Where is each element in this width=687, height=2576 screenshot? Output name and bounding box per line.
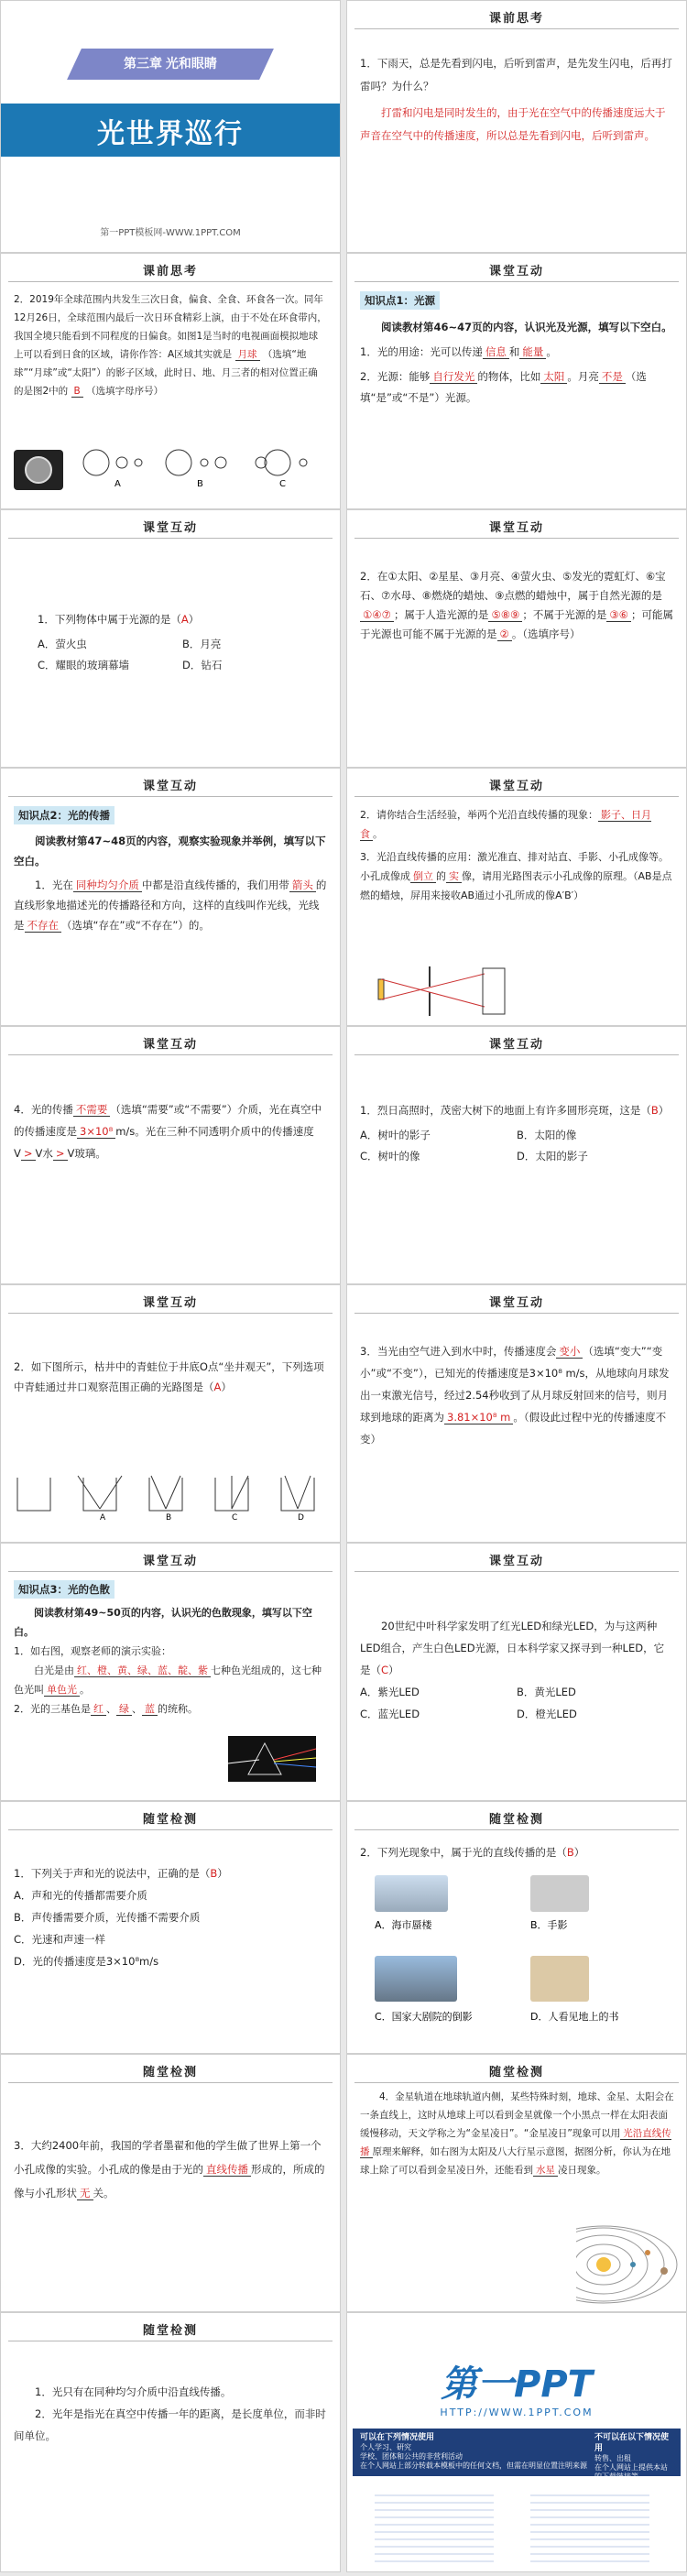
text: 像，请用光路图表示小孔成像的原理。（AB是点燃的蜡烛，屏用来接收AB通过小孔所成的像A′B′）: [360, 870, 672, 901]
option-a: A．萤火虫: [38, 638, 87, 650]
slide-quiz-led: [346, 1543, 687, 1801]
answer-text: 打雷和闪电是同时发生的，由于光在空气中的传播速度远大于声音在空气中的传播速度，所以总是先看到闪电，后听到雷声。: [360, 106, 666, 142]
text: 七种色光组成的，这七种色光叫: [14, 1665, 322, 1696]
prism-image: [228, 1736, 316, 1782]
cannot-use-item: 在个人网站上提供本站的下载链接等: [594, 2463, 668, 2481]
slide-summary: [0, 2312, 341, 2572]
image-theatre: [375, 1956, 457, 2002]
question-text: 1．烈日高照时，茂密大树下的地面上有许多圆形亮斑，这是（: [360, 1104, 651, 1117]
link-list-left: [375, 2489, 494, 2562]
figure-label-c: C: [279, 479, 286, 489]
text: 白光是由: [34, 1665, 74, 1676]
section-header: 课前思考: [142, 265, 198, 278]
option-c: C．光速和声速一样: [14, 1933, 106, 1946]
pinhole-diagram: [375, 966, 512, 1018]
usage-panel: [353, 2429, 681, 2481]
slide-moon-distance: [346, 1284, 687, 1543]
text: 的直线形象地描述光的传播路径和方向，这样的直线叫作光线，光线是: [14, 879, 327, 932]
intro-text: 阅读教材第49~50页的内容，认识光的色散现象，填写以下空白。: [14, 1607, 312, 1638]
text: m/s。光在三种不同透明介质中的传播速度V: [14, 1125, 314, 1160]
question-text: 2．下列光现象中，属于光的直线传播的是（: [360, 1846, 567, 1859]
answer-blank: 不存在: [25, 919, 62, 933]
slide-pre-think-1: [346, 0, 687, 253]
slide-pinhole-history: [0, 2054, 341, 2312]
text: 的物体，比如: [477, 370, 541, 383]
question-text: ）: [658, 1104, 670, 1117]
section-header: 课堂互动: [142, 780, 198, 793]
slide-classify-sources: [346, 509, 687, 768]
option-b: B．声传播需要介质，光传播不需要介质: [14, 1911, 201, 1924]
answer-blank: 不需要: [73, 1103, 111, 1117]
text: （选填“是”或“不是”）光源。: [360, 370, 647, 404]
page-title: 光世界巡行: [97, 118, 244, 150]
text: 2．光的三基色是: [14, 1703, 91, 1715]
text: 1．光的用途：光可以传递: [360, 345, 483, 358]
knowledge-point-label: 知识点3：光的色散: [14, 1580, 114, 1599]
answer-blank: ①④⑦: [360, 608, 394, 622]
diagram-label-b: B: [166, 1513, 172, 1522]
text: 3．光沿直线传播的应用：激光准直、排对站直、手影、小孔成像等。小孔成像成: [360, 851, 669, 882]
answer-blank: >: [21, 1147, 36, 1161]
slide-dispersion: [0, 1543, 341, 1801]
text: 1．如右图，观察老师的演示实验：: [14, 1645, 171, 1657]
question-text: ）: [573, 1846, 585, 1859]
can-use-item: 在个人网站上部分转载本模板中的任何文档，但需在明显位置注明来源: [360, 2461, 587, 2470]
answer-blank: 倒立: [410, 870, 436, 883]
slide-quiz-light-source: [0, 509, 341, 768]
brand-logo: 第一PPT: [441, 2363, 593, 2406]
question-text-3: （选填字母序号）: [86, 386, 164, 397]
slide-light-source: [346, 253, 687, 509]
text: 的统称。: [158, 1703, 198, 1715]
section-header: 课堂互动: [488, 1555, 544, 1568]
answer-blank: ③⑥: [606, 608, 631, 622]
question-text: ）: [388, 1664, 399, 1676]
image-book: [530, 1956, 589, 2002]
option-c: C．蓝光LED: [360, 1708, 420, 1720]
chapter-label: 第三章 光和眼睛: [124, 56, 217, 71]
figure-label-a: A: [114, 479, 121, 489]
intro-text: 阅读教材第47~48页的内容，观察实验现象并举例，填写以下空白。: [14, 835, 326, 868]
slide-quiz-light-spots: [346, 1026, 687, 1284]
question-text: 。（选填序号）: [511, 628, 581, 640]
question-text: ；不属于光源的是: [522, 608, 607, 621]
option-c: C．国家大剧院的倒影: [375, 2011, 473, 2023]
question-text: 1．下雨天，总是先看到闪电，后听到雷声，是先发生闪电，后再打雷吗？为什么？: [360, 57, 672, 93]
answer-blank: 实: [446, 870, 462, 883]
cannot-use-title: 不可以在以下情况使用: [594, 2433, 670, 2453]
answer-blank: 蓝: [142, 1703, 158, 1716]
section-header: 随堂检测: [142, 2324, 198, 2338]
section-header: 随堂检测: [142, 2066, 198, 2079]
figure-label-b: B: [197, 479, 203, 489]
text: 2．请你结合生活经验，举两个光沿直线传播的现象：: [360, 809, 598, 821]
section-header: 随堂检测: [488, 2066, 544, 2079]
option-d: D．人看见地上的书: [530, 2011, 619, 2023]
answer-letter: A: [213, 1381, 222, 1393]
section-header: 随堂检测: [488, 1813, 544, 1827]
question-text-2: （选填“地球”“月球”或“太阳”）的影子区域，此时日、地、月三者的相对位置正确的是图2中的: [14, 349, 318, 397]
text: 。: [546, 345, 557, 358]
answer-blank: 水星: [533, 2165, 558, 2177]
question-text: 2．2019年全球范围内共发生三次日食，偏食、全食、环食各一次。同年12月26日，全球范围内最后一次日环食精彩上演，由于不处在环食带内，我国全境只能看到不同程度的日偏食。如图1是当时的电视画面模拟地球上可以看到日食的区域，请你作答：A区域其实就是: [14, 294, 327, 360]
option-c: C．耀眼的玻璃幕墙: [38, 659, 130, 671]
section-header: 课堂互动: [488, 521, 544, 535]
text: 2．光源：能够: [360, 370, 431, 383]
question-text: ）: [221, 1381, 232, 1393]
option-b: B．手影: [530, 1919, 568, 1931]
slide-rectilinear-examples: [346, 768, 687, 1026]
text: 、: [132, 1703, 142, 1715]
slide-quiz-sound-light: [0, 1801, 341, 2054]
text: V水: [35, 1147, 53, 1160]
section-header: 课堂互动: [142, 1038, 198, 1052]
answer-letter: C: [381, 1664, 389, 1676]
can-use-item: 学校、团体和公共的非营利活动: [360, 2452, 463, 2461]
text: 和: [508, 345, 520, 358]
answer-blank: 变小: [556, 1345, 583, 1359]
option-b: B．太阳的像: [517, 1129, 577, 1141]
section-header: 课堂互动: [488, 1038, 544, 1052]
question-text: ）: [217, 1867, 228, 1880]
section-header: 课堂互动: [142, 1296, 198, 1310]
question-text: ；可能属于光源也可能不属于光源的是: [360, 608, 673, 640]
section-header: 课堂互动: [142, 1555, 198, 1568]
question-text: ；属于人造光源的是: [393, 608, 489, 621]
text: 1．光在: [35, 879, 73, 891]
option-a: A．声和光的传播都需要介质: [14, 1889, 147, 1902]
solar-system-diagram: [576, 2225, 679, 2304]
can-use-item: 个人学习、研究: [360, 2443, 411, 2451]
text: 。月亮: [567, 370, 599, 383]
answer-blank: 同种均匀介质: [73, 879, 142, 892]
answer-blank: 红: [91, 1703, 106, 1716]
answer-blank: >: [53, 1147, 68, 1161]
question-text: 1．下列物体中属于光源的是（: [38, 613, 181, 626]
answer-letter: B: [210, 1867, 218, 1880]
text: 。: [80, 1684, 90, 1696]
text: 4．金星轨道在地球轨道内侧，某些特殊时刻，地球、金星、太阳会在一条直线上，这时从地球上可以看到金星就像一个小黑点一样在太阳表面缓慢移动，天文学称之为“金星凌日”。“金星凌日”现象可以用: [360, 2091, 674, 2139]
answer-blank: 无: [77, 2187, 93, 2200]
question-text: ）: [188, 613, 200, 626]
note-1: 1．光只有在同种均匀介质中沿直线传播。: [35, 2385, 232, 2398]
footer-text: 第一PPT模板网-WWW.1PPT.COM: [100, 228, 241, 238]
slide-frog-well: [0, 1284, 341, 1543]
answer-blank: 影子、日月食: [360, 809, 651, 840]
text: 。: [373, 828, 383, 840]
text: V玻璃。: [67, 1147, 106, 1160]
figure-earth: [14, 450, 63, 490]
option-a: A．海市蜃楼: [375, 1919, 432, 1931]
section-header: 课堂互动: [488, 265, 544, 278]
option-b: B．月亮: [182, 638, 222, 650]
text: 中都是沿直线传播的，我们用带: [141, 879, 289, 891]
answer-letter: A: [180, 613, 189, 626]
answer-blank: 单色光: [44, 1684, 80, 1697]
knowledge-point-label: 知识点1：光源: [360, 291, 440, 310]
section-header: 随堂检测: [142, 1813, 198, 1827]
image-hand-shadow: [530, 1875, 589, 1912]
image-mirage: [375, 1875, 448, 1912]
answer-blank: 绿: [116, 1703, 132, 1716]
answer-blank: 信息: [483, 345, 509, 359]
question-text: 2．如下图所示，枯井中的青蛙位于井底O点“坐井观天”，下列选项中青蛙通过井口观察范围正确的光路图是（: [14, 1360, 324, 1393]
answer-blank: 自行发光: [430, 370, 477, 384]
option-d: D．橙光LED: [517, 1708, 577, 1720]
answer-blank: B: [71, 386, 83, 398]
slide-quiz-phenomena: [346, 1801, 687, 2054]
diagram-label-d: D: [298, 1513, 304, 1522]
option-d: D．太阳的影子: [517, 1150, 588, 1162]
answer-blank: 光沿直线传播: [360, 2128, 671, 2157]
option-d: D．钻石: [182, 659, 223, 671]
answer-blank: 3.81×10⁸ m: [444, 1411, 513, 1424]
answer-blank: 箭头: [289, 879, 316, 892]
option-d: D．光的传播速度是3×10⁸m/s: [14, 1955, 159, 1968]
slide-venus-transit: [346, 2054, 687, 2312]
answer-letter: B: [566, 1846, 574, 1859]
text: 形成的，所成的像与小孔形状: [14, 2163, 325, 2199]
option-b: B．黄光LED: [517, 1686, 576, 1698]
diagram-label-a: A: [100, 1513, 106, 1522]
note-2: 2．光年是指光在真空中传播一年的距离，是长度单位，而非时间单位。: [14, 2407, 326, 2442]
section-header: 课堂互动: [488, 1296, 544, 1310]
slide-speed-of-light: [0, 1026, 341, 1284]
text: 原理来解释，如右图为太阳及八大行星示意图，据图分析，你认为在地球上除了可以看到金星凌日外，还能看到: [360, 2146, 671, 2176]
answer-blank: 直线传播: [203, 2163, 251, 2177]
option-a: A．紫光LED: [360, 1686, 420, 1698]
answer-blank: 红、橙、黄、绿、蓝、靛、紫: [74, 1665, 211, 1677]
section-header: 课堂互动: [142, 521, 198, 535]
slide-title: [0, 0, 341, 253]
text: 凌日现象。: [558, 2165, 606, 2176]
text: 、: [106, 1703, 116, 1715]
brand-url: HTTP://WWW.1PPT.COM: [440, 2407, 594, 2418]
slide-brand: [346, 2312, 687, 2572]
section-header: 课前思考: [488, 12, 544, 26]
answer-blank: 月球: [235, 349, 260, 361]
question-text: 20世纪中叶科学家发明了红光LED和绿光LED，为与这两种LED组合，产生白色LED光源，日本科学家又探寻到一种LED，它是（: [360, 1620, 665, 1676]
section-header: 课堂互动: [488, 780, 544, 793]
text: （选填“存在”或“不存在”）的。: [61, 919, 210, 932]
option-a: A．树叶的影子: [360, 1129, 431, 1141]
can-use-title: 可以在下列情况使用: [360, 2433, 435, 2442]
knowledge-point-label: 知识点2：光的传播: [14, 806, 114, 824]
answer-blank: 太阳: [540, 370, 567, 384]
text: 的: [436, 870, 446, 882]
text: 4．光的传播: [14, 1103, 73, 1116]
question-text: 2．在①太阳、②星星、③月亮、④萤火虫、⑤发光的霓虹灯、⑥宝石、⑦水母、⑧燃烧的蜡烛、⑨点燃的蜡烛中，属于自然光源的是: [360, 570, 666, 602]
cannot-use-item: 转售、出租: [594, 2454, 631, 2462]
answer-blank: 能量: [519, 345, 546, 359]
option-c: C．树叶的像: [360, 1150, 420, 1162]
text: 。（假设此过程中光的传播速度不变）: [360, 1411, 667, 1446]
text: 关。: [93, 2187, 114, 2199]
answer-blank: ②: [497, 628, 512, 641]
answer-blank: ⑤⑧⑨: [488, 608, 522, 622]
answer-letter: B: [650, 1104, 659, 1117]
text: （选填“变大”“变小”或“不变”），已知光的传播速度是3×10⁸ m/s，从地球向月球发出一束激光信号，经过2.54秒收到了从月球反射回来的信号，则月球到地球的距离为: [360, 1345, 670, 1424]
text: 3．大约2400年前，我国的学者墨翟和他的学生做了世界上第一个小孔成像的实验。小孔成的像是由于光的: [14, 2139, 322, 2176]
text: 3．当光由空气进入到水中时，传播速度会: [360, 1345, 557, 1358]
well-diagrams: [14, 1474, 329, 1522]
slide-pre-think-2: [0, 253, 341, 509]
answer-blank: 3×10⁸: [77, 1125, 115, 1139]
text: （选填“需要”或“不需要”）介质，光在真空中的传播速度是: [14, 1103, 322, 1138]
link-list-right: [530, 2489, 649, 2562]
slide-propagation: [0, 768, 341, 1026]
diagram-label-c: C: [232, 1513, 238, 1522]
answer-blank: 不是: [599, 370, 626, 384]
intro-text: 阅读教材第46~47页的内容，认识光及光源，填写以下空白。: [381, 321, 672, 333]
question-text: 1．下列关于声和光的说法中，正确的是（: [14, 1867, 211, 1880]
